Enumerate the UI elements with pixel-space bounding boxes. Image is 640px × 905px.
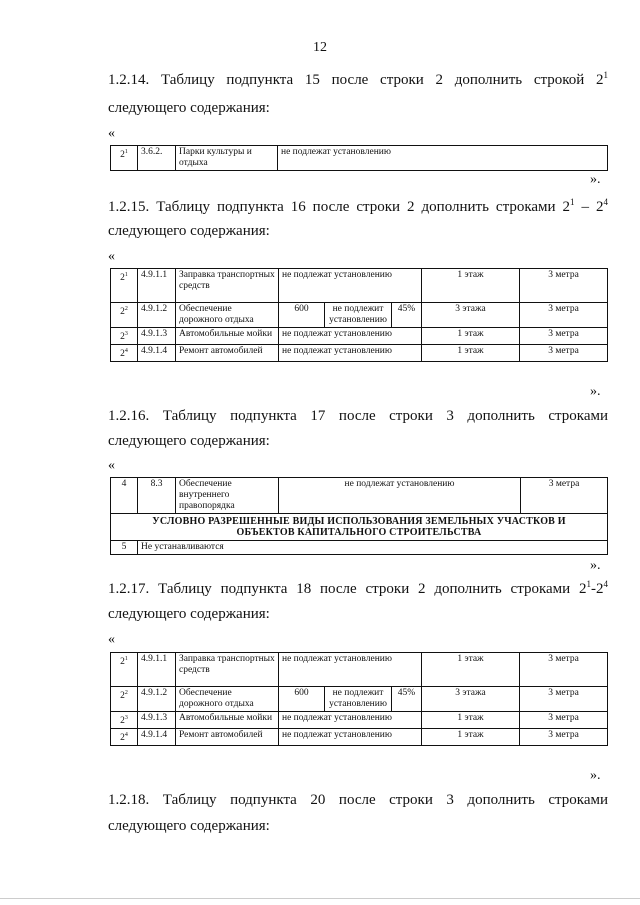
- paragraph-1-2-15: 1.2.15. Таблицу подпункта 16 после строки 2 дополнить строками $2^1 - 2^4$: [108, 197, 609, 215]
- paragraph-1-2-16: 1.2.16. Таблицу подпункта 17 после строки 3 дополнить строками: [108, 408, 608, 424]
- page-edge: [0, 898, 640, 899]
- para-number: 1.2.14.: [108, 72, 150, 88]
- paragraph-1-2-14: 1.2.14. Таблицу подпункта 15 после строки 2 дополнить строкой $2^1$: [108, 70, 608, 88]
- table-row: 4 8.3 Обеспечение внутреннего правопорядка не подлежат установлению 3 метра: [111, 478, 608, 514]
- table-row: $2^1$ 3.6.2. Парки культуры и отдыха не подлежат установлению: [111, 146, 608, 171]
- quote-open: «: [108, 458, 115, 473]
- quote-close: ».: [590, 558, 601, 573]
- table-row: $2^1$ 4.9.1.1 Заправка транспортных средств не подлежат установлению 1 этаж 3 метра: [111, 653, 608, 687]
- quote-close: ».: [590, 768, 601, 783]
- table-row: $2^2$ 4.9.1.2 Обеспечение дорожного отдыха 600 не подлежит установлению 45% 3 этажа 3 метра: [111, 303, 608, 328]
- table-row: $2^3$ 4.9.1.3 Автомобильные мойки не подлежат установлению 1 этаж 3 метра: [111, 712, 608, 729]
- quote-close: ».: [590, 384, 601, 399]
- quote-open: «: [108, 632, 115, 647]
- content-line: следующего содержания:: [108, 818, 270, 834]
- table-row: $2^4$ 4.9.1.4 Ремонт автомобилей не подлежат установлению 1 этаж 3 метра: [111, 345, 608, 362]
- table-row: $2^3$ 4.9.1.3 Автомобильные мойки не подлежат установлению 1 этаж 3 метра: [111, 328, 608, 345]
- table-row: $2^2$ 4.9.1.2 Обеспечение дорожного отдыха 600 не подлежит установлению 45% 3 этажа 3 метра: [111, 687, 608, 712]
- paragraph-1-2-17: 1.2.17. Таблицу подпункта 18 после строки 2 дополнить строками $2^1-2^4$: [108, 579, 608, 597]
- quote-open: «: [108, 249, 115, 264]
- content-line: следующего содержания:: [108, 223, 270, 239]
- table-1-2-15: [110, 268, 608, 362]
- table-1-2-14: [110, 145, 608, 171]
- content-line: следующего содержания:: [108, 433, 270, 449]
- page-number: 12: [313, 40, 327, 55]
- paragraph-1-2-18: 1.2.18. Таблицу подпункта 20 после строки 3 дополнить строками: [108, 792, 608, 808]
- table-row: 5 Не устанавливаются: [111, 541, 608, 555]
- quote-close: ».: [590, 172, 601, 187]
- table-1-2-16: [110, 477, 608, 555]
- table-1-2-17: [110, 652, 608, 746]
- table-row: $2^4$ 4.9.1.4 Ремонт автомобилей не подлежат установлению 1 этаж 3 метра: [111, 729, 608, 746]
- quote-open: «: [108, 126, 115, 141]
- content-line: следующего содержания:: [108, 100, 270, 116]
- table-section-header: УСЛОВНО РАЗРЕШЕННЫЕ ВИДЫ ИСПОЛЬЗОВАНИЯ ЗЕМЕЛЬНЫХ УЧАСТКОВ И ОБЪЕКТОВ КАПИТАЛЬНОГО СТРОИТЕЛЬСТВА: [111, 514, 608, 541]
- para-text: Таблицу подпункта 15 после строки 2 дополнить строкой 2: [160, 72, 604, 88]
- content-line: следующего содержания:: [108, 606, 270, 622]
- table-row: $2^1$ 4.9.1.1 Заправка транспортных средств не подлежат установлению 1 этаж 3 метра: [111, 269, 608, 303]
